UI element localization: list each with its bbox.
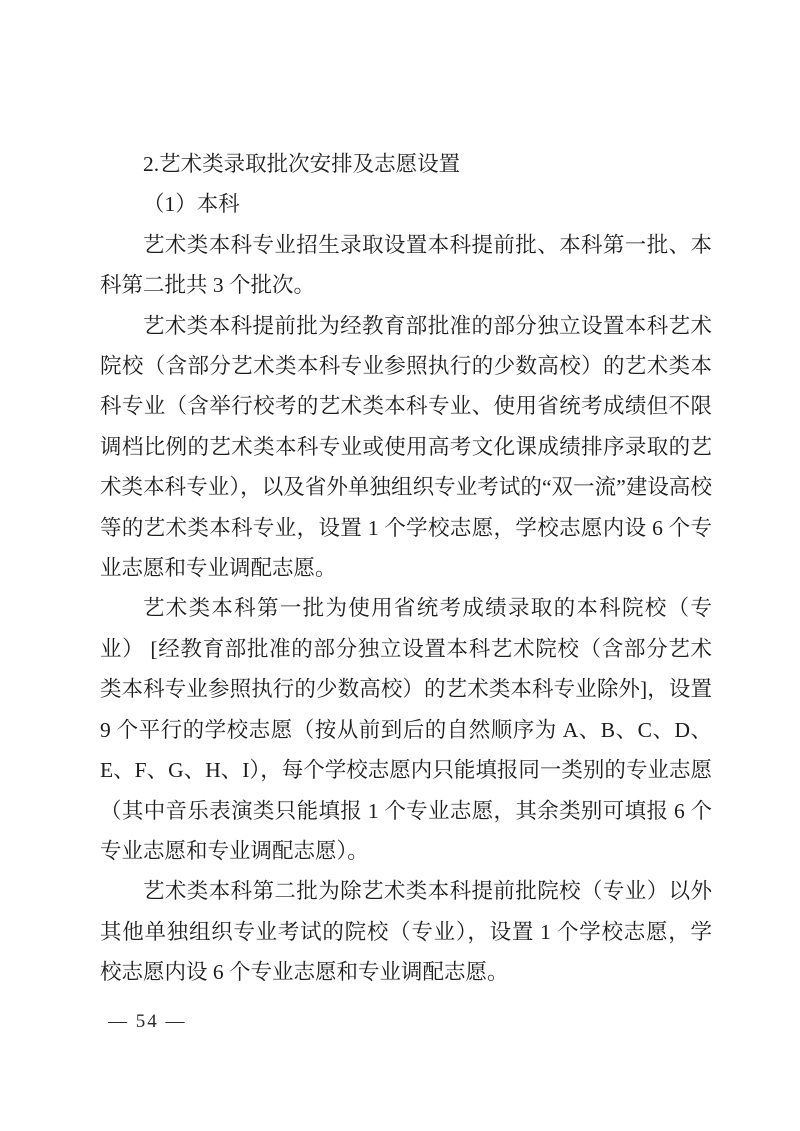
- paragraph-second-batch: 艺术类本科第二批为除艺术类本科提前批院校（专业）以外其他单独组织专业考试的院校（专业），设置 1 个学校志愿，学校志愿内设 6 个专业志愿和专业调配志愿。: [100, 879, 712, 985]
- paragraph-advance-batch: 艺术类本科提前批为经教育部批准的部分独立设置本科艺术院校（含部分艺术类本科专业参照执行的少数高校）的艺术类本科专业（含举行校考的艺术类本科专业、使用省统考成绩但不限调档比例的艺术类本科专业或使用高考文化课成绩排序录取的艺术类本科专业），以及省外单独组织专业考试的“双一流”建设高校等的艺术类本科专业，设置 1 个学校志愿，学校志愿内设 6 个专业志愿和专业调配志愿。: [100, 313, 712, 581]
- paragraph-batches-overview: 艺术类本科专业招生录取设置本科提前批、本科第一批、本科第二批共 3 个批次。: [100, 232, 712, 298]
- subsection-heading: （1）本科: [143, 192, 240, 217]
- page-number: — 54 —: [108, 1011, 187, 1032]
- section-heading: 2.艺术类录取批次安排及志愿设置: [143, 152, 461, 176]
- document-body: [100, 144, 712, 993]
- paragraph-first-batch: 艺术类本科第一批为使用省统考成绩录取的本科院校（专业） [经教育部批准的部分独立设置本科艺术院校（含部分艺术类本科专业参照执行的少数高校）的艺术类本科专业除外]，设置 9 个平行的学校志愿（按从前到后的自然顺序为 A、B、C、D、E、F、G、H、I），每个学校志愿内只能填报同一类别的专业志愿（其中音乐表演类只能填报 1 个专业志愿，其余类别可填报 6 个专业志愿和专业调配志愿）。: [100, 596, 712, 863]
